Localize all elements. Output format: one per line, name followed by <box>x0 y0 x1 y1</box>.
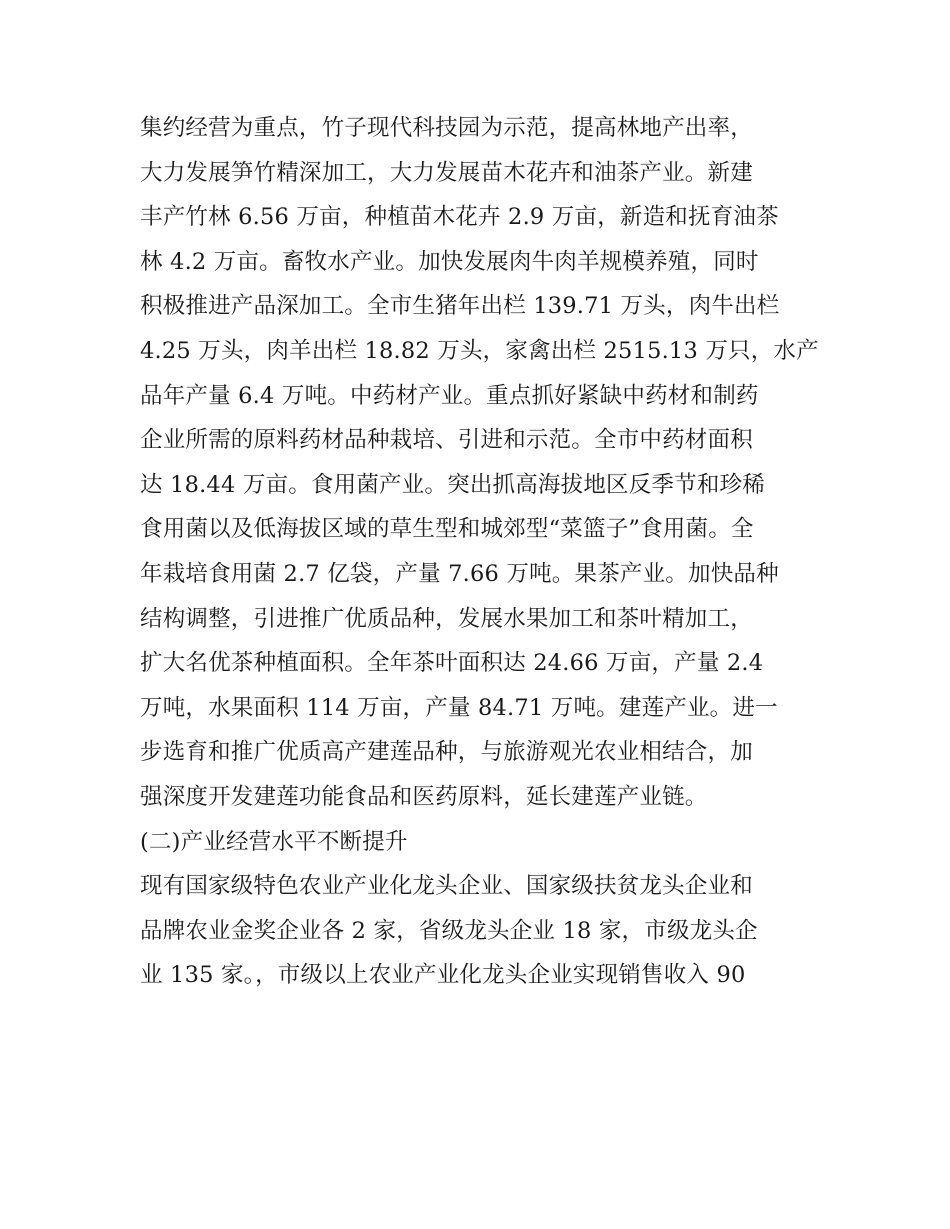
text-line: 步选育和推广优质高产建莲品种，与旅游观光农业相结合，加 <box>140 739 753 766</box>
body-text <box>140 106 820 998</box>
text-line: 业 135 家。，市级以上农业产业化龙头企业实现销售收入 90 <box>140 962 746 989</box>
text-line: 达 18.44 万亩。食用菌产业。突出抓高海拔地区反季节和珍稀 <box>140 471 765 498</box>
text-line: 企业所需的原料药材品种栽培、引进和示范。全市中药材面积 <box>140 427 753 454</box>
text-line: 结构调整，引进推广优质品种，发展水果加工和茶叶精加工， <box>140 605 753 632</box>
text-line: 现有国家级特色农业产业化龙头企业、国家级扶贫龙头企业和 <box>140 873 753 900</box>
text-line: 丰产竹林 6.56 万亩，种植苗木花卉 2.9 万亩，新造和抚育油茶 <box>140 204 779 231</box>
section-heading: (二)产业经营水平不断提升 <box>140 828 408 855</box>
text-line: 强深度开发建莲功能食品和医药原料，延长建莲产业链。 <box>140 783 708 810</box>
text-line: 品牌农业金奖企业各 2 家，省级龙头企业 18 家，市级龙头企 <box>140 917 758 944</box>
text-line: 年栽培食用菌 2.7 亿袋，产量 7.66 万吨。果茶产业。加快品种 <box>140 560 779 587</box>
text-line: 食用菌以及低海拔区域的草生型和城郊型“菜篮子”食用菌。全 <box>140 516 754 543</box>
text-line: 林 4.2 万亩。畜牧水产业。加快发展肉牛肉羊规模养殖，同时 <box>140 248 759 275</box>
text-line: 万吨，水果面积 114 万亩，产量 84.71 万吨。建莲产业。进一 <box>140 694 778 721</box>
text-line: 扩大名优茶种植面积。全年茶叶面积达 24.66 万亩，产量 2.4 <box>140 650 764 677</box>
text-line: 集约经营为重点，竹子现代科技园为示范，提高林地产出率， <box>140 115 753 141</box>
text-line: 大力发展笋竹精深加工，大力发展苗木花卉和油茶产业。新建 <box>140 159 753 186</box>
text-line: 品年产量 6.4 万吨。中药材产业。重点抓好紧缺中药材和制药 <box>140 382 759 409</box>
text-line: 4.25 万头，肉羊出栏 18.82 万头，家禽出栏 2515.13 万只，水产 <box>140 337 819 364</box>
text-line: 积极推进产品深加工。全市生猪年出栏 139.71 万头，肉牛出栏 <box>140 293 780 320</box>
